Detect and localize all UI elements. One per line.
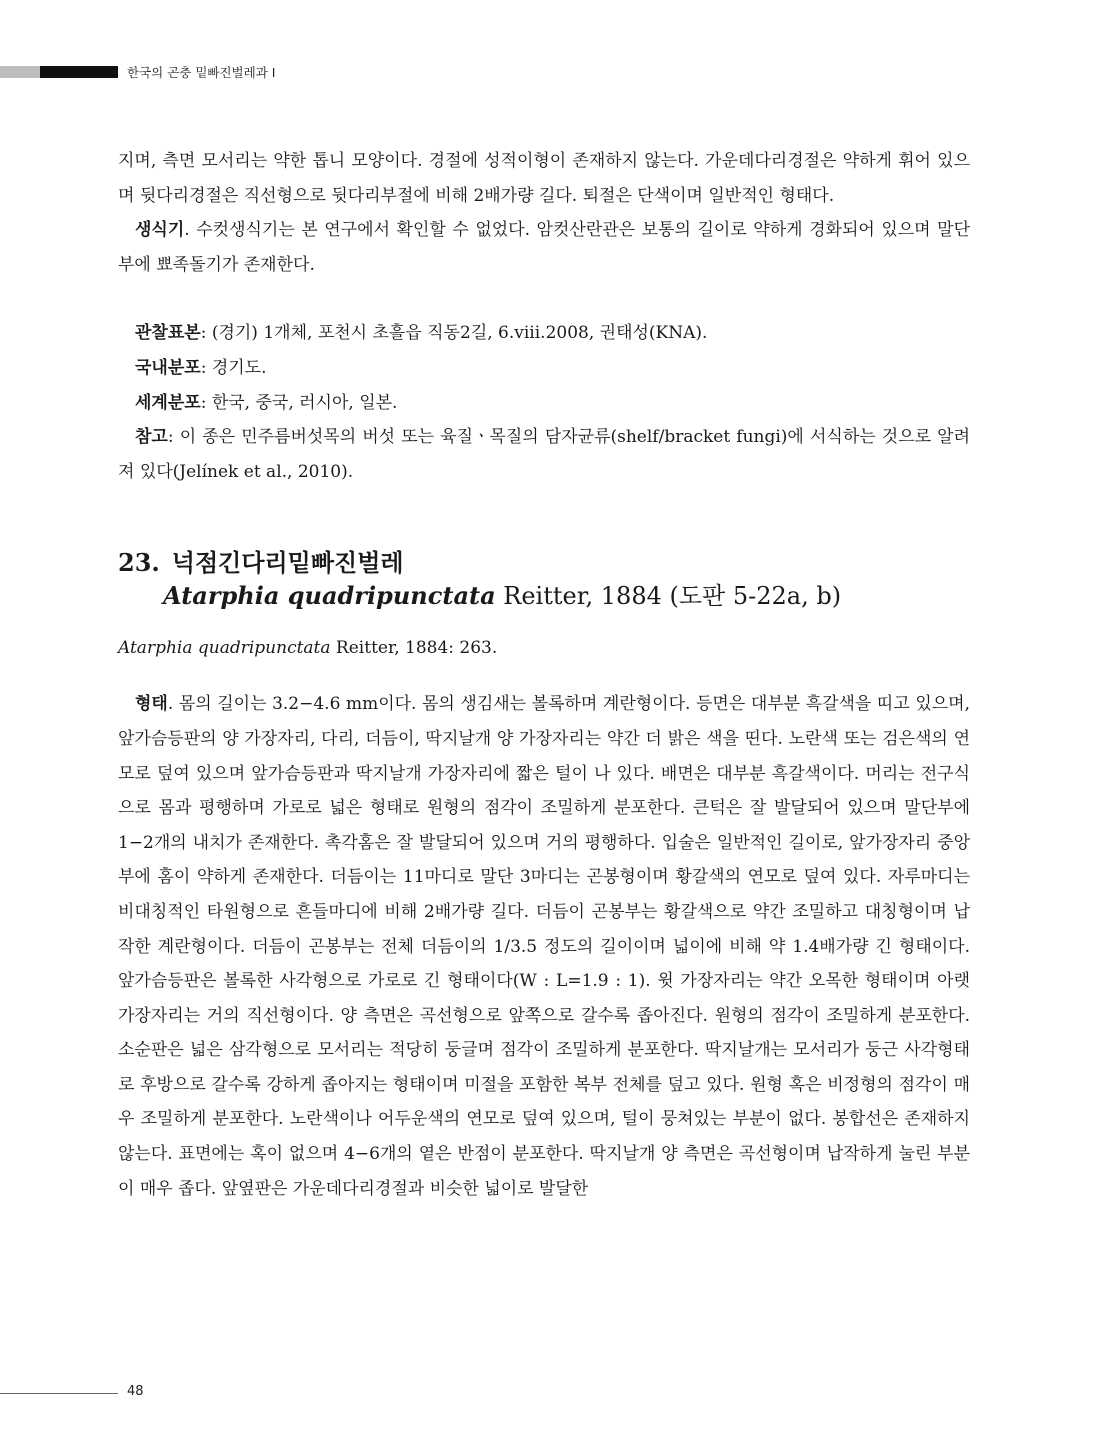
page-content	[118, 144, 970, 1206]
term-morphology: 형태	[135, 694, 168, 715]
paragraph-genitalia	[118, 213, 970, 282]
term-domestic-distribution: 국내분포	[135, 357, 201, 378]
species-plate-ref: (도판 5-22a, b)	[661, 582, 842, 611]
header-bar-gray	[0, 66, 40, 78]
world-distribution-text: : 한국, 중국, 러시아, 일본.	[200, 392, 398, 413]
running-header-title: 한국의 곤충 밑빠진벌레과 I	[127, 65, 276, 80]
page-number: 48	[127, 1384, 144, 1399]
specimens-text: : (경기) 1개체, 포천시 초흘읍 직동2길, 6.viii.2008, 권태성(KNA).	[200, 323, 708, 344]
running-header	[0, 66, 400, 78]
species-scientific-name: Atarphia quadripunctata	[163, 581, 496, 611]
genitalia-text: . 수컷생식기는 본 연구에서 확인할 수 없었다. 암컷산란관은 보통의 길이로 약하게 경화되어 있으며 말단부에 뾰족돌기가 존재한다.	[118, 220, 970, 275]
term-world-distribution: 세계분포	[135, 392, 201, 413]
synonym-name: Atarphia quadripunctata	[118, 638, 331, 659]
species-author-year: Reitter, 1884	[495, 582, 662, 611]
term-specimens: 관찰표본	[135, 323, 201, 344]
paragraph-morphology	[118, 687, 970, 1206]
paragraph-specimens	[118, 316, 970, 351]
paragraph-leg-description: 지며, 측면 모서리는 약한 톱니 모양이다. 경절에 성적이형이 존재하지 않는다. 가운데다리경절은 약하게 휘어 있으며 뒷다리경절은 직선형으로 뒷다리부절에 비해 2배가량 길다. 퇴절은 단색이며 일반적인 형태다.	[118, 151, 970, 206]
term-genitalia: 생식기	[135, 220, 185, 241]
morphology-text: . 몸의 길이는 3.2−4.6 mm이다. 몸의 생김새는 볼록하며 계란형이다. 등면은 대부분 흑갈색을 띠고 있으며, 앞가슴등판의 양 가장자리, 다리, 더듬이, 딱지날개 양 가장자리는 약간 더 밝은 색을 띤다. 노란색 또는 검은색의 연모로 덮여 있으며 앞가슴등판과 딱지날개 가장자리에 짧은 털이 나 있다. 배면은 대부분 흑갈색이다. 머리는 전구식으로 몸과 평행하며 가로로 넓은 형태로 원형의 점각이 조밀하게 분포한다. 큰턱은 잘 발달되어 있으며 말단부에 1−2개의 내치가 존재한다. 촉각홈은 잘 발달되어 있으며 거의 평행하다. 입술은 일반적인 길이로, 앞가장자리 중앙부에 홈이 약하게 존재한다. 더듬이는 11마디로 말단 3마디는 곤봉형이며 황갈색의 연모로 덮여 있다. 자루마디는 비대칭적인 타원형으로 흔들마디에 비해 2배가량 길다. 더듬이 곤봉부는 황갈색으로 약간 조밀하고 대칭형이며 납작한 계란형이다. 더듬이 곤봉부는 전체 더듬이의 1/3.5 정도의 길이이며 넓이에 비해 약 1.4배가량 긴 형태이다. 앞가슴등판은 볼록한 사각형으로 가로로 긴 형태이다(W : L=1.9 : 1). 윗 가장자리는 약간 오목한 형태이며 아랫 가장자리는 거의 직선형이다. 양 측면은 곡선형으로 앞쪽으로 갈수록 좁아진다. 원형의 점각이 조밀하게 분포한다. 소순판은 넓은 삼각형으로 모서리는 적당히 둥글며 점각이 조밀하게 분포한다. 딱지날개는 모서리가 둥근 사각형태로 후방으로 갈수록 강하게 좁아지는 형태이며 미절을 포함한 복부 전체를 덮고 있다. 원형 혹은 비정형의 점각이 매우 조밀하게 분포한다. 노란색이나 어두운색의 연모로 덮여 있으며, 털이 뭉쳐있는 부분이 없다. 봉합선은 존재하지 않는다. 표면에는 혹이 없으며 4−6개의 옅은 반점이 분포한다. 딱지날개 양 측면은 곡선형이며 납작하게 눌린 부분이 매우 좁다. 앞옆판은 가운데다리경절과 비슷한 넓이로 발달한	[118, 694, 970, 1199]
paragraph-reference-note	[118, 420, 970, 489]
species-scientific-line	[163, 579, 970, 613]
domestic-distribution-text: : 경기도.	[200, 357, 267, 378]
species-number: 23.	[118, 548, 160, 578]
synonym-ref: Reitter, 1884: 263.	[330, 638, 498, 659]
paragraph-world-distribution	[118, 386, 970, 421]
paragraph-domestic-distribution	[118, 351, 970, 386]
footer-rule	[0, 1393, 118, 1394]
synonym-line	[118, 631, 970, 665]
species-korean-name: 넉점긴다리밑빠진벌레	[171, 548, 404, 578]
species-heading	[118, 547, 970, 579]
term-reference-note: 참고	[135, 427, 168, 448]
header-bar-black	[40, 66, 118, 78]
reference-note-text: : 이 종은 민주름버섯목의 버섯 또는 육질ㆍ목질의 담자균류(shelf/bracket fungi)에 서식하는 것으로 알려져 있다(Jelínek et al., 2010).	[118, 427, 970, 482]
